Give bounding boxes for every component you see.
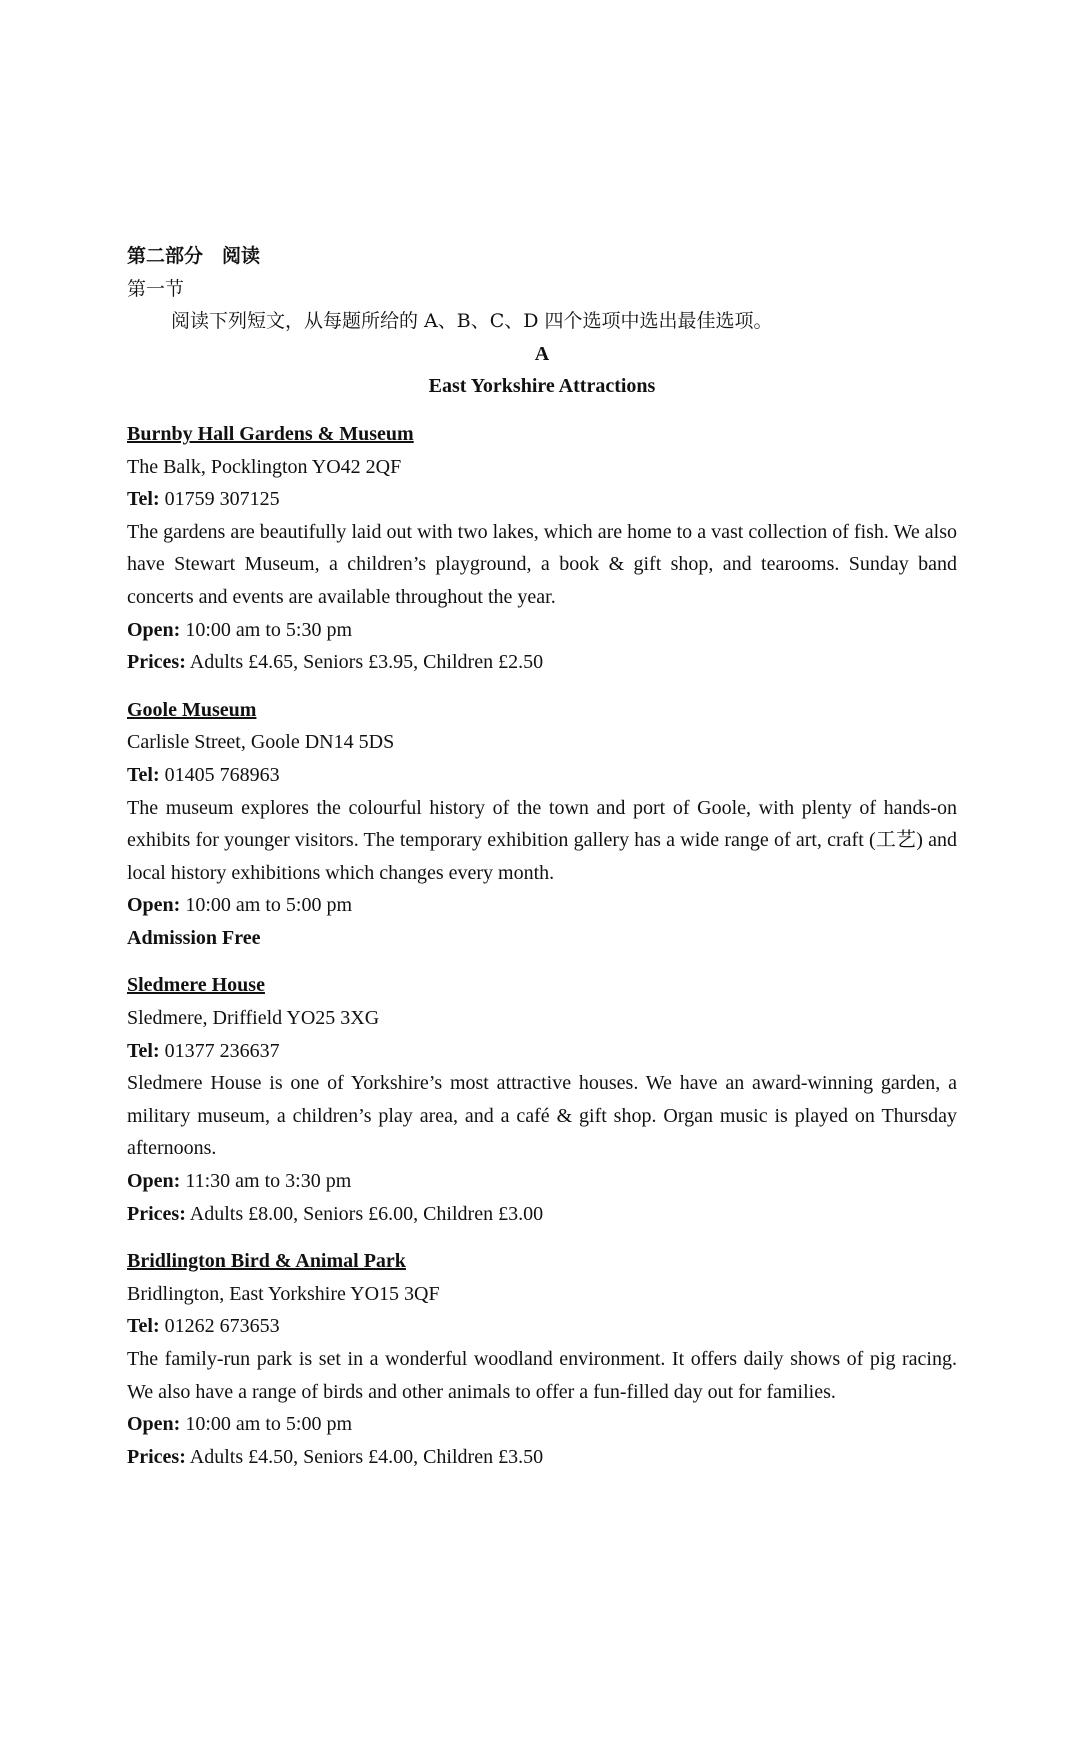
attraction-tel bbox=[127, 1310, 957, 1343]
passage-title: East Yorkshire Attractions bbox=[428, 375, 656, 398]
attraction-prices bbox=[127, 1441, 957, 1474]
attraction-description: The gardens are beautifully laid out with two lakes, which are home to a vast collection of fish. We also have Stewart Museum, a children’s playground, a book & gift shop, and tearooms. Sunday band concerts and events are available throughout the year. bbox=[127, 520, 957, 608]
open-label: Open: bbox=[127, 1170, 181, 1193]
tel-label: Tel: bbox=[127, 763, 160, 786]
attraction-description: The family-run park is set in a wonderful woodland environment. It offers daily shows of pig racing. We also have a range of birds and other animals to offer a fun-filled day out for families. bbox=[127, 1348, 957, 1403]
attraction-name: Bridlington Bird & Animal Park bbox=[127, 1250, 406, 1273]
tel-label: Tel: bbox=[127, 488, 160, 511]
attraction-address: Bridlington, East Yorkshire YO15 3QF bbox=[127, 1282, 440, 1305]
attraction-admission: Admission Free bbox=[127, 926, 261, 949]
part-heading: 第二部分 阅读 bbox=[127, 245, 261, 267]
prices-value: Adults £4.50, Seniors £4.00, Children £3.50 bbox=[185, 1445, 544, 1468]
instruction: 阅读下列短文，从每题所给的 A、B、C、D 四个选项中选出最佳选项。 bbox=[171, 310, 773, 333]
prices-label: Prices: bbox=[127, 1202, 186, 1225]
attraction-tel bbox=[127, 759, 957, 792]
attraction-address: Sledmere, Driffield YO25 3XG bbox=[127, 1007, 380, 1030]
attraction-open bbox=[127, 1408, 957, 1441]
tel-value: 01759 307125 bbox=[159, 488, 280, 511]
tel-label: Tel: bbox=[127, 1315, 160, 1338]
prices-value: Adults £8.00, Seniors £6.00, Children £3.00 bbox=[185, 1202, 544, 1225]
attraction-description: Sledmere House is one of Yorkshire’s most attractive houses. We have an award-winning garden, a military museum, a children’s play area, and a café & gift shop. Organ music is played on Thursday afternoons. bbox=[127, 1072, 957, 1160]
attraction-entry bbox=[127, 969, 957, 1230]
passage-letter: A bbox=[534, 342, 550, 365]
attraction-entry bbox=[127, 1245, 957, 1473]
attraction-open bbox=[127, 1165, 957, 1198]
attraction-open bbox=[127, 889, 957, 922]
open-label: Open: bbox=[127, 618, 181, 641]
attraction-name: Burnby Hall Gardens & Museum bbox=[127, 422, 414, 445]
attraction-tel bbox=[127, 1035, 957, 1068]
prices-label: Prices: bbox=[127, 1445, 186, 1468]
attraction-address: Carlisle Street, Goole DN14 5DS bbox=[127, 731, 395, 754]
attraction-name: Goole Museum bbox=[127, 698, 257, 721]
attraction-address: The Balk, Pocklington YO42 2QF bbox=[127, 455, 402, 478]
attraction-entry bbox=[127, 418, 957, 679]
open-value: 11:30 am to 3:30 pm bbox=[180, 1170, 352, 1193]
attraction-open bbox=[127, 614, 957, 647]
open-label: Open: bbox=[127, 894, 181, 917]
section-heading: 第一节 bbox=[127, 277, 185, 300]
attraction-description: The museum explores the colourful history of the town and port of Goole, with plenty of hands-on exhibits for younger visitors. The temporary exhibition gallery has a wide range of art, craft (工艺) and local history exhibitions which changes every month. bbox=[127, 796, 957, 884]
open-value: 10:00 am to 5:00 pm bbox=[180, 1413, 353, 1436]
attraction-tel bbox=[127, 483, 957, 516]
attraction-entry bbox=[127, 694, 957, 955]
prices-label: Prices: bbox=[127, 651, 186, 674]
open-label: Open: bbox=[127, 1413, 181, 1436]
tel-label: Tel: bbox=[127, 1039, 160, 1062]
attraction-prices bbox=[127, 1198, 957, 1231]
tel-value: 01262 673653 bbox=[159, 1315, 280, 1338]
tel-value: 01377 236637 bbox=[159, 1039, 280, 1062]
tel-value: 01405 768963 bbox=[159, 763, 280, 786]
document-page bbox=[127, 240, 957, 1473]
open-value: 10:00 am to 5:00 pm bbox=[180, 894, 353, 917]
open-value: 10:00 am to 5:30 pm bbox=[180, 618, 353, 641]
prices-value: Adults £4.65, Seniors £3.95, Children £2.50 bbox=[185, 651, 544, 674]
attraction-prices bbox=[127, 646, 957, 679]
attraction-name: Sledmere House bbox=[127, 974, 265, 997]
